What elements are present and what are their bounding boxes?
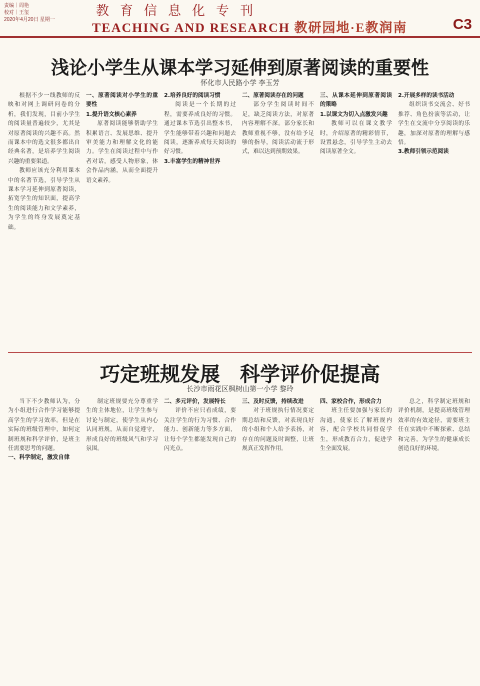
paragraph: 阅读是一个长期的过程，需要养成良好的习惯。通过课本节选引出整本书，学生能够带着兴趣和问题去阅读，逐渐养成每天阅读的好习惯。 [164,102,236,156]
article1-title: 浅论小学生从课本学习延伸到原著阅读的重要性 [51,58,429,79]
paragraph: 班主任要加强与家长的沟通，使家长了解班规内容，配合学校共同督促学生，形成教育合力，促进学生全面发展。 [320,408,392,453]
article1-column [86,92,158,348]
section-label: 教研园地·E教润南 [294,20,408,35]
paragraph: 总之，科学制定班规和评价机制，是提高班级管理效率的有效途径，需要班主任在实践中不断探索、总结和完善，为学生的健康成长创造良好的环境。 [398,399,470,453]
paragraph: 组织读书交流会、好书推荐、角色扮演等活动，让学生在交流中分享阅读的乐趣，加深对原著的理解与感悟。 [398,102,470,147]
section-heading: 三、及时反馈，持续改进 [242,399,304,405]
section-heading: 1.提升语文核心素养 [86,111,137,118]
editor-label: 责编｜周艳 [4,3,30,9]
date-label: 2020年4月20日 星期一 [4,17,55,23]
article2-column [86,398,158,680]
article1-column [242,92,314,348]
paragraph: 教师可以在课文教学时，介绍原著的精彩情节，设置悬念，引导学生主动去阅读原著全文。 [320,121,392,156]
article1-column [320,92,392,348]
article-divider [8,352,472,353]
paragraph: 评价不应只看成绩，要关注学生的行为习惯、合作能力、创新能力等多方面，让每个学生都能发现自己的闪光点。 [164,408,236,453]
paragraph: 制定班规要充分尊重学生的主体地位，让学生参与讨论与制定，使学生从内心认同班规，从而自觉遵守，形成良好的班级风气和学习氛围。 [86,399,158,453]
editor-info [4,3,55,24]
section-heading: 3.丰富学生的精神世界 [164,158,221,165]
masthead-cn-title: 教育信息化专刊 [96,4,265,19]
article2-column [164,398,236,680]
article2-column [398,398,470,680]
section-heading: 一、原著阅读对小学生的重要性 [86,93,158,109]
article2-column [8,398,80,680]
section-heading: 2.培养良好的阅读习惯 [164,93,221,99]
section-heading: 二、原著阅读存在的问题 [242,93,304,99]
section-heading: 三、从课本延伸到原著阅读的策略 [320,93,392,109]
article2-column [242,398,314,680]
section-heading: 一、科学制定，激发自律 [8,455,70,462]
section-heading: 1.以课文为切入点激发兴趣 [320,111,388,118]
masthead [0,0,480,38]
masthead-en-text: TEACHING AND RESEARCH [92,20,290,35]
masthead-rule [0,36,480,38]
section-heading: 2.开展多样的读书活动 [398,93,455,99]
section-heading: 3.教师引领示范阅读 [398,149,449,156]
article2-column [320,398,392,680]
paragraph: 原著阅读能够帮助学生积累语言、发展思维、提升审美能力和理解文化的能力。学生在阅读过程中与作者对话，感受人物形象，体会作品内涵，从而全面提升语文素养。 [86,121,158,184]
paragraph: 部分学生阅读时间不足，缺乏阅读方法，对原著内容理解不深。部分家长和教师重视不够，没有给予足够的指导，阅读活动流于形式，难以达到预期效果。 [242,102,314,156]
article2-title: 巧定班规发展 科学评价促提高 [100,362,380,386]
article1-column [164,92,236,348]
section-heading: 四、家校合作，形成合力 [320,399,382,405]
proof-label: 校对｜王玺 [4,10,30,16]
masthead-en-title [92,17,407,36]
paragraph: 当下不少教师认为，分为小组进行合作学习能够提高学生的学习效率。但是在实际的班级管理中，如何定制班规和科学评价，是班主任需要思考的问题。 [8,399,80,453]
paragraph: 对于班规执行情况要定期总结和反馈，对表现良好的小组和个人给予表扬，对存在的问题及时调整，让班规真正发挥作用。 [242,408,314,453]
article1-column [398,92,470,348]
article2-byline: 长沙市雨花区枫树山第一小学 黎玲 [186,386,294,393]
page-number: C3 [452,16,472,33]
section-heading: 二、多元评价，发展特长 [164,399,226,405]
article1-byline: 怀化市人民路小学 李玉芳 [200,80,280,87]
paragraph: 根据不少一线教师的反映和对网上调研问卷的分析，我们发现，目前小学生的阅读量普遍较少，尤其是对原著阅读的兴趣不高。然而课本中的选文很多都出自经典名著，是培养学生阅读兴趣的重要渠道。 [8,93,80,165]
paragraph: 教师应该充分利用课本中的名著节选，引导学生从课本学习延伸到原著阅读，拓宽学生的知识面，提高学生的阅读能力和文学素养，为学生的终身发展奠定基础。 [8,168,80,231]
article1-column [8,92,80,348]
